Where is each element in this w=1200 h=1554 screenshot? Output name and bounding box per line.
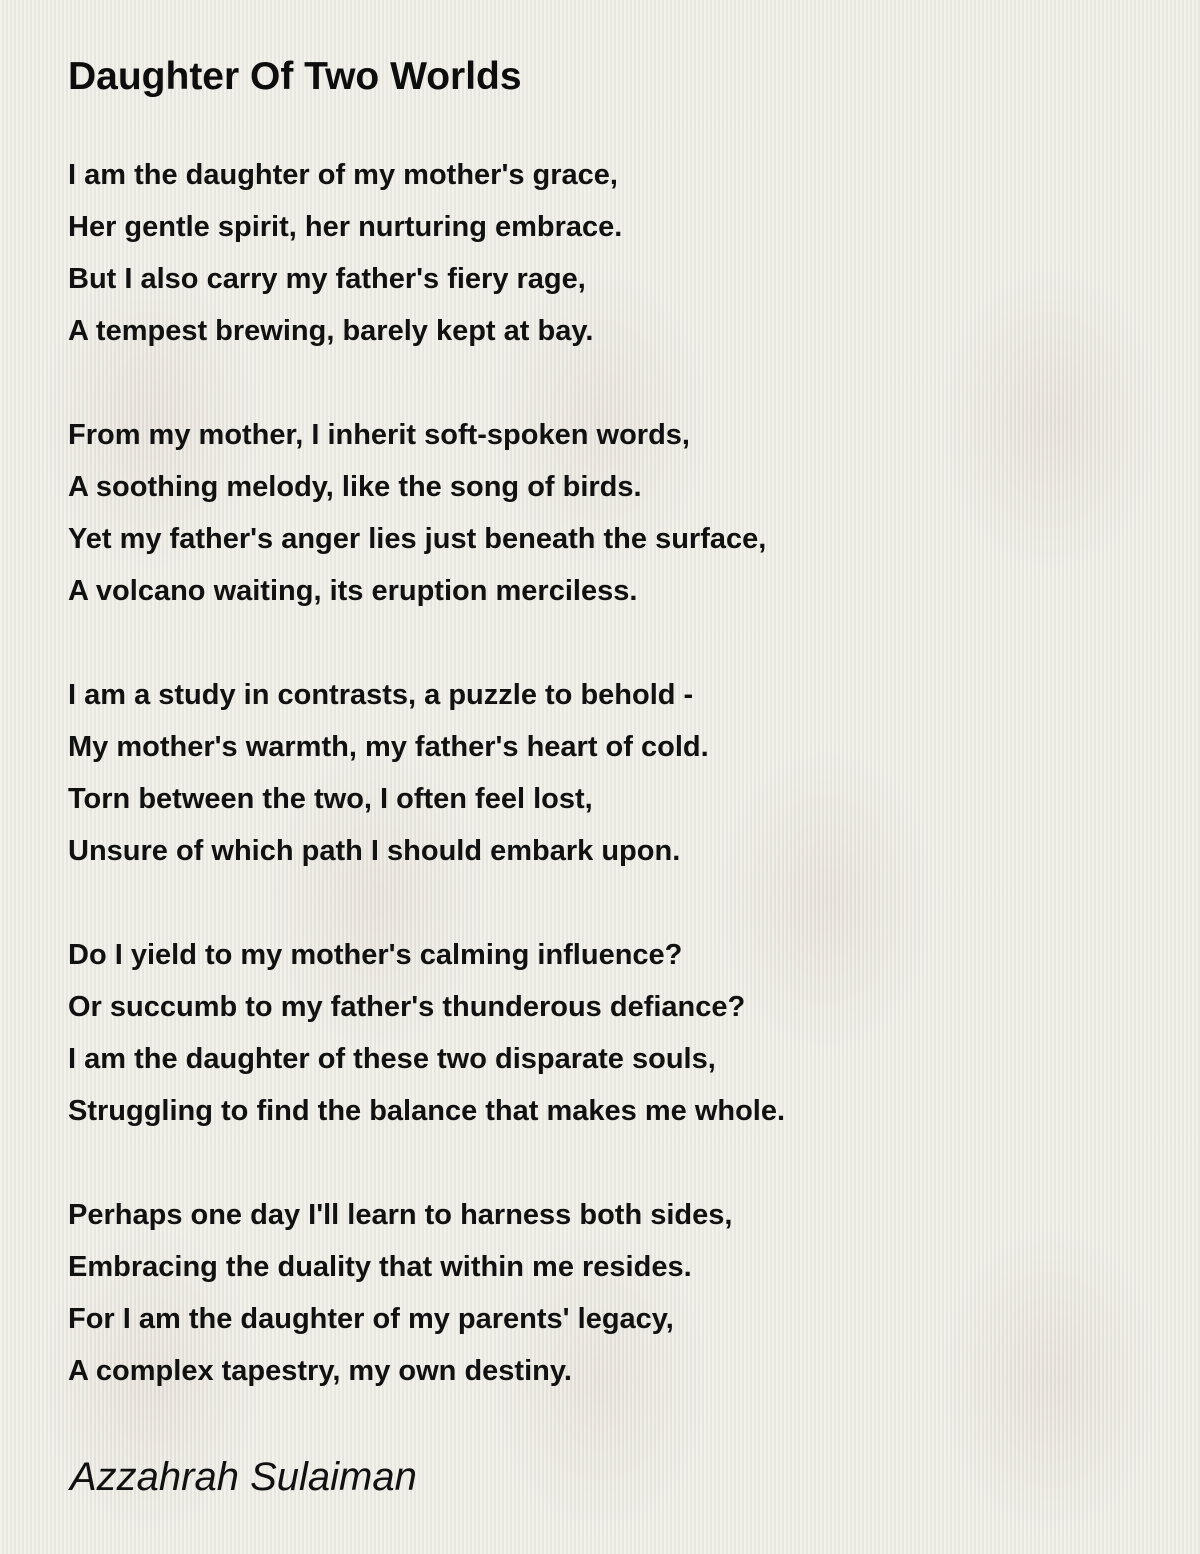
poem-line: I am a study in contrasts, a puzzle to behold - bbox=[68, 679, 694, 711]
poem-line: A soothing melody, like the song of birds. bbox=[68, 471, 642, 503]
poem-line: Or succumb to my father's thunderous defiance? bbox=[68, 991, 746, 1023]
poem-line: A tempest brewing, barely kept at bay. bbox=[68, 315, 594, 347]
poem-line: Torn between the two, I often feel lost, bbox=[68, 783, 593, 815]
poem-line: A volcano waiting, its eruption merciless. bbox=[68, 575, 638, 607]
stanza-4 bbox=[68, 929, 1148, 1137]
stanza-2 bbox=[68, 409, 1148, 617]
stanza-5 bbox=[68, 1189, 1148, 1397]
poem-line: But I also carry my father's fiery rage, bbox=[68, 263, 586, 295]
poem-line: My mother's warmth, my father's heart of cold. bbox=[68, 731, 709, 763]
poem-line: Embracing the duality that within me resides. bbox=[68, 1251, 692, 1283]
poem-line: Yet my father's anger lies just beneath the surface, bbox=[68, 523, 767, 555]
poem-line: For I am the daughter of my parents' legacy, bbox=[68, 1303, 674, 1335]
poem-author: Azzahrah Sulaiman bbox=[70, 1455, 417, 1499]
poem-body bbox=[68, 149, 1148, 1449]
stanza-1 bbox=[68, 149, 1148, 357]
poem-line: Her gentle spirit, her nurturing embrace. bbox=[68, 211, 623, 243]
poem-line: Do I yield to my mother's calming influence? bbox=[68, 939, 683, 971]
poem-line: Struggling to find the balance that makes me whole. bbox=[68, 1095, 786, 1127]
poem-title: Daughter Of Two Worlds bbox=[68, 55, 522, 98]
poem-line: Perhaps one day I'll learn to harness both sides, bbox=[68, 1199, 733, 1231]
poem-line: Unsure of which path I should embark upon. bbox=[68, 835, 681, 867]
poem-line: I am the daughter of these two disparate souls, bbox=[68, 1043, 716, 1075]
poem-line: From my mother, I inherit soft-spoken words, bbox=[68, 419, 690, 451]
poem-line: I am the daughter of my mother's grace, bbox=[68, 159, 618, 191]
stanza-3 bbox=[68, 669, 1148, 877]
poem-line: A complex tapestry, my own destiny. bbox=[68, 1355, 572, 1387]
